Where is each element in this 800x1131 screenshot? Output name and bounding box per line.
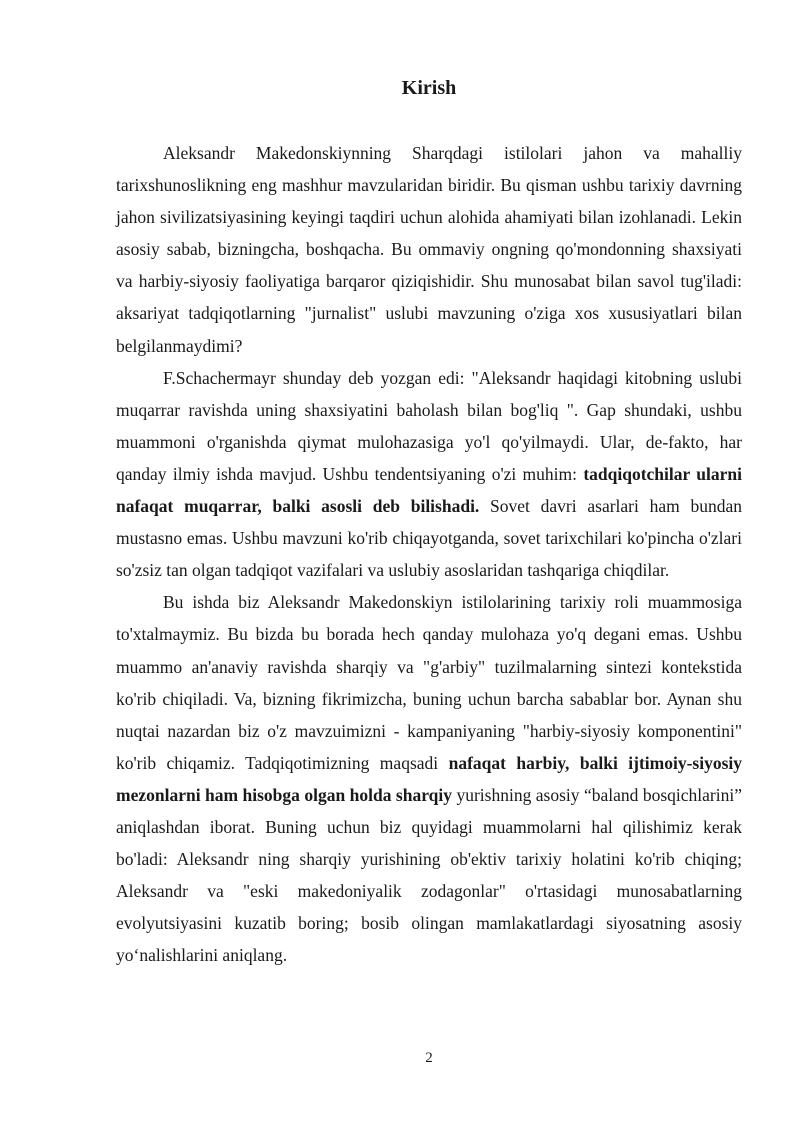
paragraph-intro <box>116 137 742 362</box>
page-number: 2 <box>425 1050 433 1066</box>
paragraph-text: yurishning asosiy “baland bosqichlarini” aniqlashdan iborat. Buning uchun biz quyidagi muammolarni hal qilishimiz kerak bo'ladi: Aleksandr ning sharqiy yurishining ob'ektiv tarixiy holatini ko'rib chiqing; Aleksandr va "eski makedoniyalik zodagonlar" o'rtasidagi munosabatlarning evolyutsiyasini kuzatib boring; bosib olingan mamlakatlardagi siyosatning asosiy yo‘nalishlarini aniqlang. <box>116 784 742 966</box>
paragraph-text: Aleksandr Makedonskiynning Sharqdagi istilolari jahon va mahalliy tarixshunoslikning eng mashhur mavzularidan biridir. Bu qisman ushbu tarixiy davrning jahon sivilizatsiyasining keyingi taqdiri uchun alohida ahamiyati bilan izohlanadi. Lekin asosiy sabab, bizningcha, boshqacha. Bu ommaviy ongning qo'mondonning shaxsiyati va harbiy-siyosiy faoliyatiga barqaror qiziqishidir. Shu munosabat bilan savol tug'iladi: aksariyat tadqiqotlarning "jurnalist" uslubi mavzuning o'ziga xos xususiyatlari bilan belgilanmaydimi? <box>116 143 742 356</box>
bold-emphasis: nafaqat harbiy, balki ijtimoiy-siyosiy mezonlarni ham hisobga olgan holda sharqiy <box>116 752 742 805</box>
page-title: Kirish <box>401 77 457 99</box>
paragraph-text: F.Schachermayr shunday deb yozgan edi: "Aleksandr haqidagi kitobning uslubi muqarrar ravishda uning shaxsiyatini baholash bilan bog'liq ". Gap shundaki, ushbu muammoni o'rganishda qiymat mulohazasiga yo'l qo'yilmaydi. Ular, de-fakto, har qanday ilmiy ishda mavjud. Ushbu tendentsiyaning o'zi muhim: <box>116 367 742 484</box>
paragraph-schachermayr <box>116 362 742 587</box>
paragraph-research-goal <box>116 586 742 971</box>
bold-emphasis: tadqiqotchilar ularni nafaqat muqarrar, balki asosli deb bilishadi. <box>116 463 742 517</box>
paragraph-text: Bu ishda biz Aleksandr Makedonskiyn istilolarining tarixiy roli muammosiga to'xtalmaymiz. Bu bizda bu borada hech qanday mulohaza yo'q degani emas. Ushbu muammo an'anaviy ravishda sharqiy va "g'arbiy" tuzilmalarning sintezi kontekstida ko'rib chiqiladi. Va, bizning fikrimizcha, buning uchun barcha sabablar bor. Aynan shu nuqtai nazardan biz o'z mavzuimizni - kampaniyaning "harbiy-siyosiy komponentini" ko'rib chiqamiz. Tadqiqotimizning maqsadi <box>116 592 742 773</box>
body-text <box>116 137 742 971</box>
paragraph-text: Sovet davri asarlari ham bundan mustasno emas. Ushbu mavzuni ko'rib chiqayotganda, sovet tarixchilari ko'pincha o'zlari so'zsiz tan olgan tadqiqot vazifalari va uslubiy asoslaridan tashqariga chiqdilar. <box>116 496 742 581</box>
